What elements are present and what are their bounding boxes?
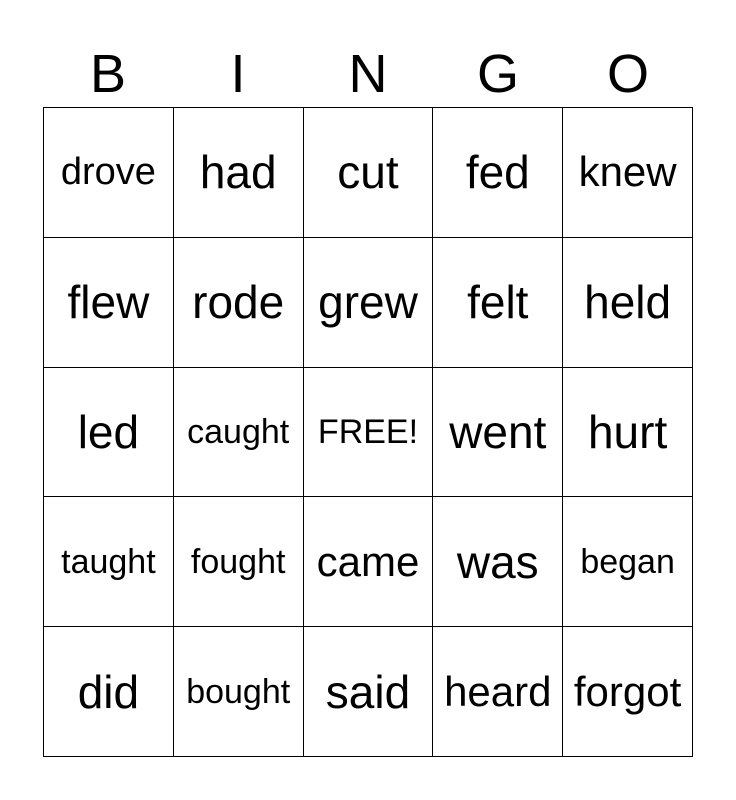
header-letter-b: B xyxy=(89,44,127,104)
bingo-cell[interactable]: taught xyxy=(44,497,174,627)
free-space[interactable]: FREE! xyxy=(304,368,434,498)
bingo-cell[interactable]: did xyxy=(44,627,174,757)
bingo-cell[interactable]: said xyxy=(304,627,434,757)
header-letter-i: I xyxy=(230,44,246,104)
bingo-cell[interactable]: felt xyxy=(433,238,563,368)
bingo-cell[interactable]: came xyxy=(304,497,434,627)
bingo-cell[interactable]: cut xyxy=(304,108,434,238)
bingo-cell[interactable]: rode xyxy=(174,238,304,368)
bingo-cell[interactable]: fought xyxy=(174,497,304,627)
bingo-cell[interactable]: drove xyxy=(44,108,174,238)
bingo-cell[interactable]: hurt xyxy=(563,368,693,498)
bingo-cell[interactable]: flew xyxy=(44,238,174,368)
bingo-cell[interactable]: began xyxy=(563,497,693,627)
bingo-cell[interactable]: went xyxy=(433,368,563,498)
bingo-cell[interactable]: grew xyxy=(304,238,434,368)
bingo-cell[interactable]: was xyxy=(433,497,563,627)
bingo-cell[interactable]: fed xyxy=(433,108,563,238)
bingo-cell[interactable]: heard xyxy=(433,627,563,757)
header-letter-o: O xyxy=(606,44,649,104)
header-letter-g: G xyxy=(476,44,519,104)
bingo-cell[interactable]: bought xyxy=(174,627,304,757)
bingo-cell[interactable]: caught xyxy=(174,368,304,498)
header-letter-n: N xyxy=(348,44,388,104)
bingo-cell[interactable]: forgot xyxy=(563,627,693,757)
bingo-header xyxy=(43,42,693,106)
bingo-board xyxy=(43,107,693,757)
bingo-cell[interactable]: held xyxy=(563,238,693,368)
bingo-cell[interactable]: knew xyxy=(563,108,693,238)
bingo-cell[interactable]: had xyxy=(174,108,304,238)
bingo-cell[interactable]: led xyxy=(44,368,174,498)
